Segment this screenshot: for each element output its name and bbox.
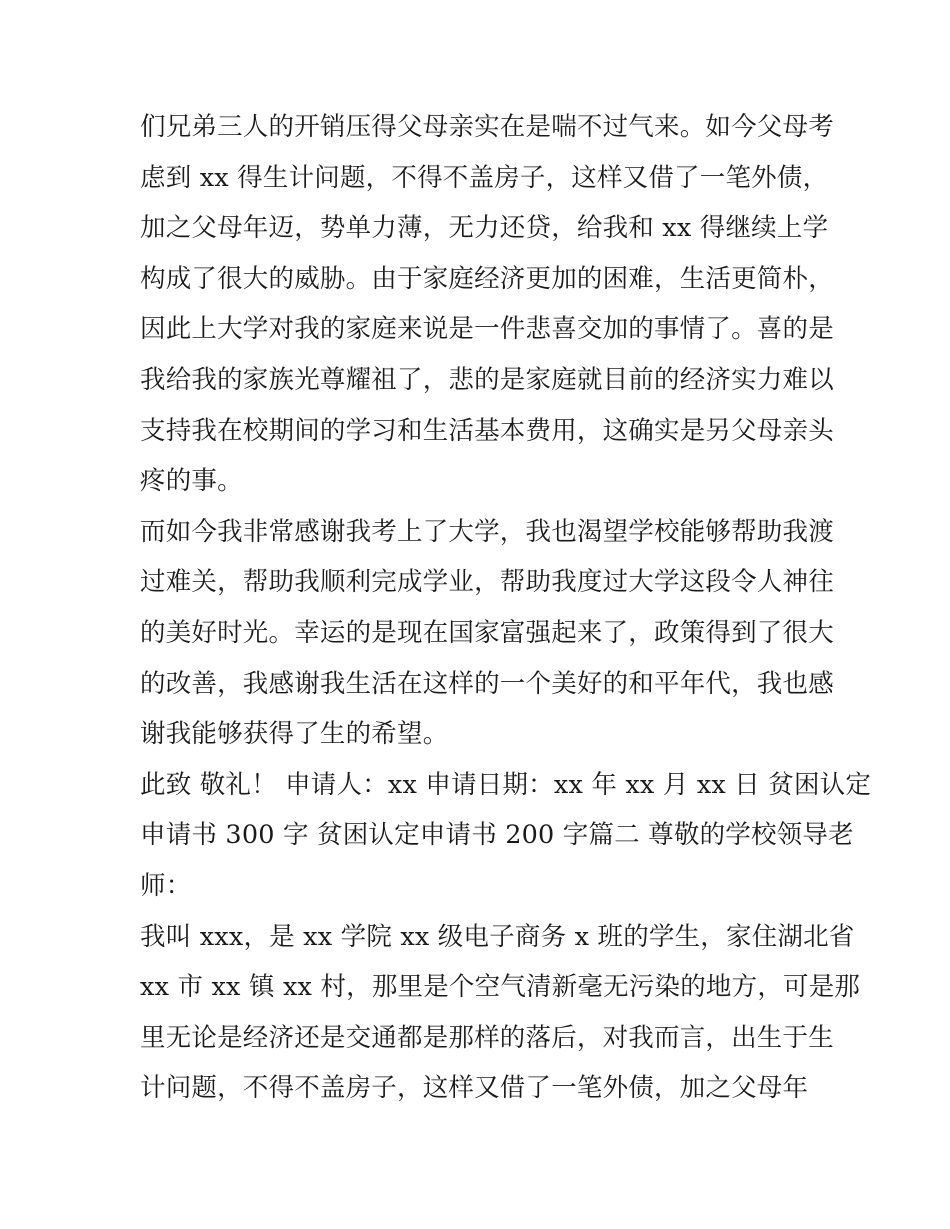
text-line: 我叫 xxx，是 xx 学院 xx 级电子商务 x 班的学生，家住湖北省 <box>140 921 855 952</box>
text-line: 因此上大学对我的家庭来说是一件悲喜交加的事情了。喜的是 <box>140 314 834 345</box>
text-line: 构成了很大的威胁。由于家庭经济更加的困难，生活更简朴， <box>140 263 834 294</box>
text-line: 支持我在校期间的学习和生活基本费用，这确实是另父母亲头 <box>140 415 834 446</box>
text-line: 加之父母年迈，势单力薄，无力还贷，给我和 xx 得继续上学 <box>140 213 829 244</box>
text-line: xx 市 xx 镇 xx 村，那里是个空气清新毫无污染的地方，可是那 <box>140 972 861 1003</box>
text-line: 我给我的家族光尊耀祖了，悲的是家庭就目前的经济实力难以 <box>140 364 834 395</box>
text-line: 此致 敬礼！ 申请人：xx 申请日期：xx 年 xx 月 xx 日 贫困认定 <box>140 769 872 800</box>
text-line: 疼的事。 <box>140 466 243 497</box>
text-line: 师： <box>140 870 192 901</box>
body-text <box>140 102 872 1114</box>
text-line: 的美好时光。幸运的是现在国家富强起来了，政策得到了很大 <box>140 617 834 648</box>
text-line: 虑到 xx 得生计问题，不得不盖房子，这样又借了一笔外债， <box>140 162 829 193</box>
text-line: 计问题，不得不盖房子，这样又借了一笔外债，加之父母年 <box>140 1073 809 1104</box>
text-line: 申请书 300 字 贫困认定申请书 200 字篇二 尊敬的学校领导老 <box>140 820 854 851</box>
text-line: 们兄弟三人的开销压得父母亲实在是喘不过气来。如今父母考 <box>140 112 834 142</box>
text-line: 里无论是经济还是交通都是那样的落后，对我而言，出生于生 <box>140 1022 834 1053</box>
text-line: 过难关，帮助我顺利完成学业，帮助我度过大学这段令人神往 <box>140 567 834 598</box>
text-line: 而如今我非常感谢我考上了大学，我也渴望学校能够帮助我渡 <box>140 516 834 547</box>
text-line: 谢我能够获得了生的希望。 <box>140 719 449 750</box>
text-line: 的改善，我感谢我生活在这样的一个美好的和平年代，我也感 <box>140 668 834 699</box>
